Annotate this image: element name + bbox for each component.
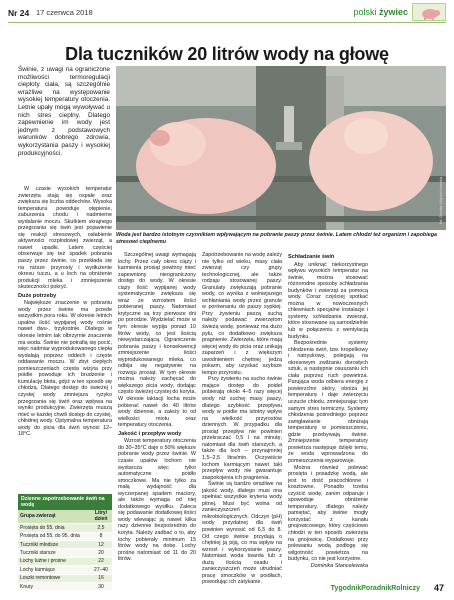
pig-logo-icon (412, 3, 446, 21)
column-4 (288, 252, 368, 569)
article-title: Dla tuczników 20 litrów wody na głowę (65, 44, 389, 64)
col1-paragraph-1: W czasie wysokich temperatur zwierzęta stają się ospałe oraz zwiększa się liczba oddechów. Wysoka temperatura powoduje otępienie, zaburzenia chodu i nadmierne wydalanie moczu. Skutkiem skrajnego przegrzania się świń jest pojawienie się reakcji stresowych, osłabienie aktywności rozpłodowej zwierząt, a nawet upadki. Latem częściej obserwuje się też spadek pobrania paszy przez świnie, co przekłada się na niższe przyrosty i wydłużenie okresu tuczu, a u loch na obniżenie produkcji mleka i zmniejszenie skuteczności pokryć. (18, 186, 112, 291)
section-bold: żywiec (378, 7, 408, 17)
col2-heading: Jakość i przepływ wody (118, 430, 182, 437)
table-row (18, 549, 112, 557)
col3-paragraph-3: Świnie są bardzo wrażliwe na jakość wody, dlatego musi ona spełniać wszystkie kryteria wody pitnej. Musi być wolna od zanieczyszczeń mikrobiologicznych. Odczyn (pH) wody przydatnej dla świń powinien wynosić od 6,5 do 8. Od czego świnie przydają o chętniej ją piją, co ma wpływ na wzrost i wykorzystanie paszy. Natomiast woda twarda lub z dużą ilością osadu i zanieczyszczeń może utrudniać pracę smoczków w poidłach, powodując ich zatykanie. (202, 481, 282, 586)
table-row (18, 532, 112, 540)
table-cell-group: Prosięta do 55. dnia (18, 524, 90, 532)
col4-heading: Schładzanie świń (288, 254, 335, 260)
table-title: Dzienne zapotrzebowanie świń na wodę (18, 494, 112, 510)
page-number: 47 (433, 583, 444, 593)
photo-credit: fot. Dorota Wojciechowska (438, 176, 443, 224)
section-name (353, 7, 408, 17)
table-cell-liters: 16 (90, 574, 112, 582)
article-lead: Świnie, z uwagi na ograniczone możliwości termoregulacji ciepłoty ciała, są szczególnie wrażliwe na występowanie wysokiej temperatury otoczenia. Letnie upały mogą wywoływać u nich stres cieplny. Dlatego zapewnienie im wody jest jednym z podstawowych warunków dobrego zdrowia, wykorzystania paszy i wysokiej produkcyjności. (18, 66, 110, 157)
pig-photo (116, 66, 446, 230)
table-cell-liters: 30 (90, 583, 112, 591)
col4-paragraph-2: Bezpośrednie systemy chłodzenia świń, tzw. kropelkowy i natryskowy, polegają na okresowym zwilżaniu dorosłych sztuk, a następnie osuszaniu ich ciała poprzez ruch powietrza. Parująca woda odbiera energię z powierzchni skóry, obniża jej temperaturę i daje zwierzęciu uczucie chłodu, zmniejszając tym samym stres termiczny. Systemy chłodzenia pośredniego poprzez zamgławianie obniżają temperaturę w pomieszczeniu, gdzie przebywają świnie. Zmniejszenie temperatury powietrza następuje dzięki temu, że woda wprowadzona do pomieszczenia wyparowuje. (288, 340, 368, 464)
table-row (18, 524, 112, 532)
table-header-group: Grupa zwierząt (18, 510, 90, 524)
table-cell-liters: 20 (90, 549, 112, 557)
photo-caption: Woda jest bardzo istotnym czynnikiem wpływającym na pobranie paszy przez świnie. Latem chłodzi też organizm i zapobiega stresowi cieplnemu (116, 232, 438, 245)
col3-paragraph-1: Zapotrzebowanie na wodę zależy nie tylko od wieku, masy ciała zwierząt czy grupy technologicznej, ale także rodzaju stosowanej paszy. Granulaty zwiększają pobranie wody, co wynika z wolniejszego wchłaniania wody przez granule w porównaniu do paszy sypkiej. Przy żywieniu paszą suchą należy podawać zwierzętom świeżą wodę, ponieważ ma dużo pyłu, co dodatkowo zwiększa pragnienie. Zwierzęta, które mają więcej wody do picia oraz unikają zaparzeń i z większym uwodnieniem chętniej jedzą pokarm, aby uzyskać szybsze tempo przyrostu. (202, 252, 283, 376)
table-header-liters: Litry/ dzień (90, 510, 112, 524)
table-cell-group: Lochy luźne i prośne (18, 557, 90, 565)
column-3 (202, 252, 282, 586)
table-cell-group: Tuczniki młodsze (18, 541, 90, 549)
table-cell-liters: 8 (90, 532, 112, 540)
col3-paragraph-2: Przy żywieniu na sucho świnie mające dostęp do poideł pobierają około 4–5 razy więcej wody niż suchej masy paszy, dlatego szybkość przepływu wody w poidle ma istotny wpływ na wielkość przyrostów dziennych. W przypadku dla prosiąt przepływ nie powinien przekraczać 0,5 l na minutę, natomiast dla świń starszych, a także dla loch – przynajmniej 1,5–2,5 litra/min. Oczywiście lochom karmiącym nawet taki przepływ wody nie gwarantuje zaspokojenia ich pragnienia. (202, 376, 282, 481)
col1-paragraph-2: Największe znaczenie w pobraniu wody przez świnie ma przede wszystkim pora roku. W okresie letnich upałów ilość wypijanej wody rośnie nawet dwu-, trzykrotnie. Dlatego w okresie letnim tak olbrzymie znaczenie ma woda. Świnie nie potrafią się pocić, więc nadmiar wyprodukowanego ciepła wydalają poprzez oddech i częste oddawanie moczu. W zbyt ciepłych pomieszczeniach częsta wizyta przy poidle powoduje ich brudzenie i kumulację błota, gdyż w ten sposób się chłodzą. Dlatego dostęp do świeżej i czystej wody zmniejsza ryzyko przegrzania się świń oraz wpływa na wyniki produkcyjne. Zwierzęta muszą mieć w każdej chwili dostęp do czystej, chłodnej wody. Optymalna temperatura wody do picia dla świń wynosi 12–18°C. (18, 300, 112, 438)
issue-number: Nr 24 (8, 8, 30, 18)
col4-paragraph-3: Można również polewać prosięta i posadzkę wodą, ale jest to dość pracochłonne i kosztowne. Ponadto trzeba czyścić wodę, zanim odparuje i spowoduje obniżenie temperatury, dlatego należy pamiętać, aby świnie mogły korzystać z kanału gnojowicowego, który częściowo chłodzi w ten sposób zwierzęta na gnojowicę. Dodatkowo przy polewaniu wodą podłogę się wilgotność powietrza na budynku, co nie jest korzystne. (288, 464, 368, 563)
table-cell-group: Loszki remontowe (18, 574, 90, 582)
column-1 (18, 186, 112, 438)
table-row (18, 557, 112, 565)
header-rule (8, 22, 446, 23)
page-footer (0, 582, 454, 600)
table-cell-group: Prosięta od 55. do 95. dnia (18, 532, 90, 540)
table-cell-liters: 2,5 (90, 524, 112, 532)
table-cell-liters: 27–40 (90, 566, 112, 574)
column-2 (118, 252, 196, 563)
article-author: Dominika Stancelewska (310, 562, 368, 569)
section-prefix: polski (353, 7, 377, 17)
col4-paragraph-1: Aby uniknąć niekorzystnego wpływu wysokich temperatur na świnie, można stosować różnorodne sposoby schładzania budynków i zwierząt za pomocą wody. Coraz częściej spotkać można w nowoczesnych chlewniach specjalne instalacje i systemy schładzania zwierząt, które stosowane są samodzielnie lub w połączeniu z wentylacją budynku. (288, 261, 368, 340)
table-cell-group: Knury (18, 583, 90, 591)
col2-paragraph-1: Szczególnej uwagi wymagają lochy. Przez cały okres ciąży i karmienia prosiąt powinny mieć zapewniony nieograniczony dostęp do wody. W okresie ciąży ilość wypijanej wody systematycznie zwiększa się wraz ze wzrostem ilości pobieranej paszy. Natomiast krytyczne są trzy pierwsze dni po porodzie. Wydzielać może w tym okresie wypija ponad 10 litrów wody, co jest ilością niewystarczającą. Ograniczenie pobrania paszy i konsekwencji zmniejszenie ilości wyprodukowanego mleka, co odbija się negatywnie na rozwoju prosiąt. W tym okresie można należy zachęcać do większego picia wody, dodając często świeżej czystej do koryta. W okresie laktacji locha może pobierać nawet do 40 litrów wody dziennie, a zależy to od wielkości miotu oraz temperatury otoczenia. (118, 252, 196, 429)
table-row (18, 541, 112, 549)
col1-heading: Duże potrzeby (18, 292, 57, 299)
table-row (18, 566, 112, 574)
page-header (0, 0, 454, 26)
issue-date: 17 czerwca 2018 (36, 8, 93, 17)
table-cell-group: Lochy karmiące (18, 566, 90, 574)
table-cell-liters: 22 (90, 557, 112, 565)
col2-paragraph-2: Wzrost temperatury otoczenia do 30–35°C daje o 50% większe pobranie wody przez świnie. W czasie upałów lochom nie wystarcza więc tylko automatyczne poidło smoczkowe. Ma nie tylko za małą wydajność dla wyczerpanej spadem maciory, ale także wymaga od niej dodatkowego wysiłku. Zaleca się podawanie dodatkowej ilości wody wlewając ją nawet kilka razy dziennie bezpośrednio do koryta. Należy zadbać o to, aby lochy pobierały minimum 15 litrów wody na dobę. Lochy prośne natomiast od 11 do 20 litrów. (118, 438, 196, 563)
water-demand-table (18, 494, 112, 591)
table-cell-group: Tuczniki starsze (18, 549, 90, 557)
table-cell-liters: 12 (90, 541, 112, 549)
publication-brand: TygodnikPoradnikRolniczy (330, 585, 420, 592)
